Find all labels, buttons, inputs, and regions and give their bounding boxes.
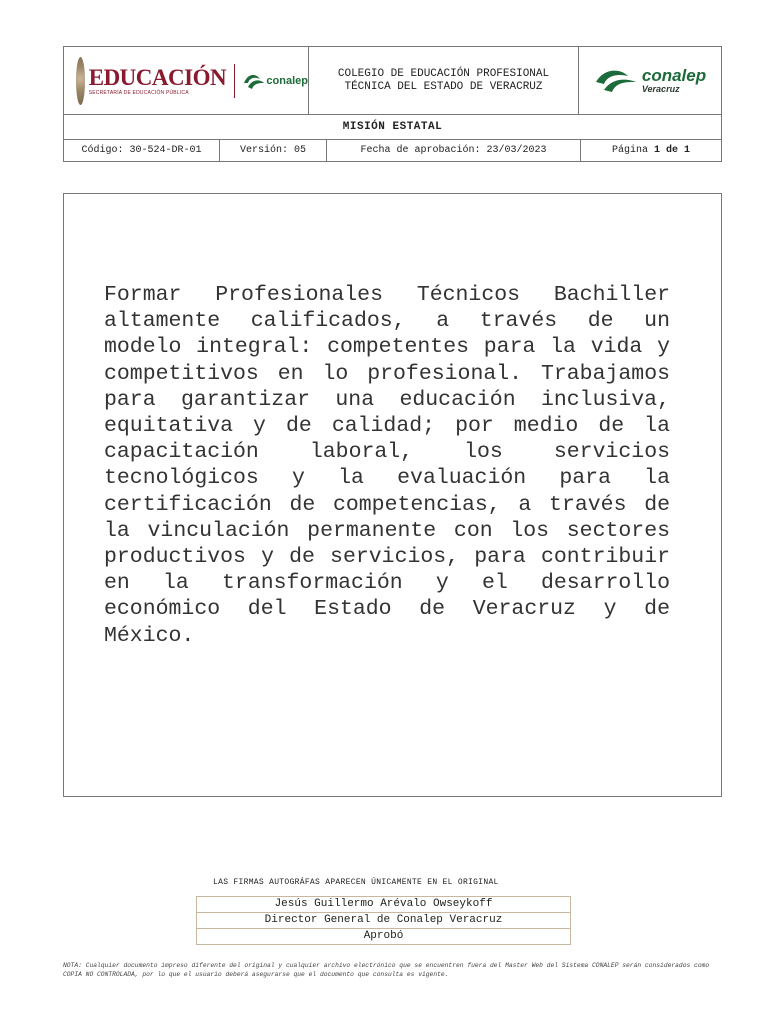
approval-date: Fecha de aprobación: 23/03/2023: [360, 145, 547, 156]
page-prefix: Página: [611, 145, 654, 156]
sep-logo-title: EDUCACIÓN: [88, 64, 227, 90]
signer-role: Director General de Conalep Veracruz: [197, 913, 570, 929]
footer-note: NOTA: Cualquier documento impreso diferente del original y cualquier archivo electrónico que se encuentren fuera del Master Web del Sistema CONALEP serán considerados como COPIA NO CONTROLADA, por lo que el usuario deberá asegurarse que el documento que consulta es vigente.: [63, 962, 710, 978]
document-version: Versión: 05: [239, 145, 306, 156]
institution-line-1: COLEGIO DE EDUCACIÓN PROFESIONAL: [337, 67, 550, 80]
signer-name: Jesús Guillermo Arévalo Owseykoff: [197, 897, 570, 913]
conalep-swoosh-icon: [242, 71, 266, 91]
document-title: [64, 115, 721, 140]
header-logos-row: [64, 47, 721, 115]
signature-table: [196, 896, 571, 945]
document-header: [63, 46, 722, 162]
document-title-text: MISIÓN ESTATAL: [342, 121, 443, 133]
conalep-big-name: conalep: [641, 66, 707, 85]
document-code: Código: 30-524-DR-01: [81, 145, 202, 156]
conalep-veracruz-logo: [594, 67, 706, 94]
mission-box: [63, 193, 722, 797]
page-total: 1: [684, 145, 691, 156]
signature-status: Aprobó: [363, 930, 404, 942]
version-cell: [220, 140, 327, 161]
page-current: 1: [653, 145, 660, 156]
sep-logo: [89, 66, 226, 96]
left-logos-cell: [64, 47, 309, 114]
mission-statement: Formar Profesionales Técnicos Bachiller altamente calificados, a través de un modelo integral: competentes para la vida y competitivos en lo profesional. Trabajamos para garantizar una educación inclusiva, equitativa y de calidad; por medio de la capacitación laboral, los servicios tecnológicos y la evaluación para la certificación de competencias, a través de la vinculación permanente con los sectores productivos y de servicios, para contribuir en la transformación y el desarrollo económico del Estado de Veracruz y de México.: [104, 283, 670, 648]
conalep-small-label: conalep: [266, 74, 308, 87]
signature-caption: LAS FIRMAS AUTOGRÁFAS APARECEN ÚNICAMENTE EN EL ORIGINAL: [213, 878, 499, 887]
right-logo-cell: [579, 47, 721, 114]
document-meta-row: [64, 140, 721, 161]
conalep-big-sub: Veracruz: [641, 84, 680, 94]
mexico-seal-icon: [76, 57, 85, 105]
approval-date-cell: [327, 140, 581, 161]
conalep-logo-small: [242, 71, 308, 91]
code-cell: [64, 140, 220, 161]
page-number-cell: [581, 140, 721, 161]
institution-name-cell: [309, 47, 579, 114]
institution-line-2: TÉCNICA DEL ESTADO DE VERACRUZ: [344, 80, 543, 93]
page-of: de: [660, 145, 685, 156]
sep-logo-subtitle: SECRETARÍA DE EDUCACIÓN PÚBLICA: [88, 89, 189, 96]
conalep-big-swoosh-icon: [594, 68, 638, 94]
